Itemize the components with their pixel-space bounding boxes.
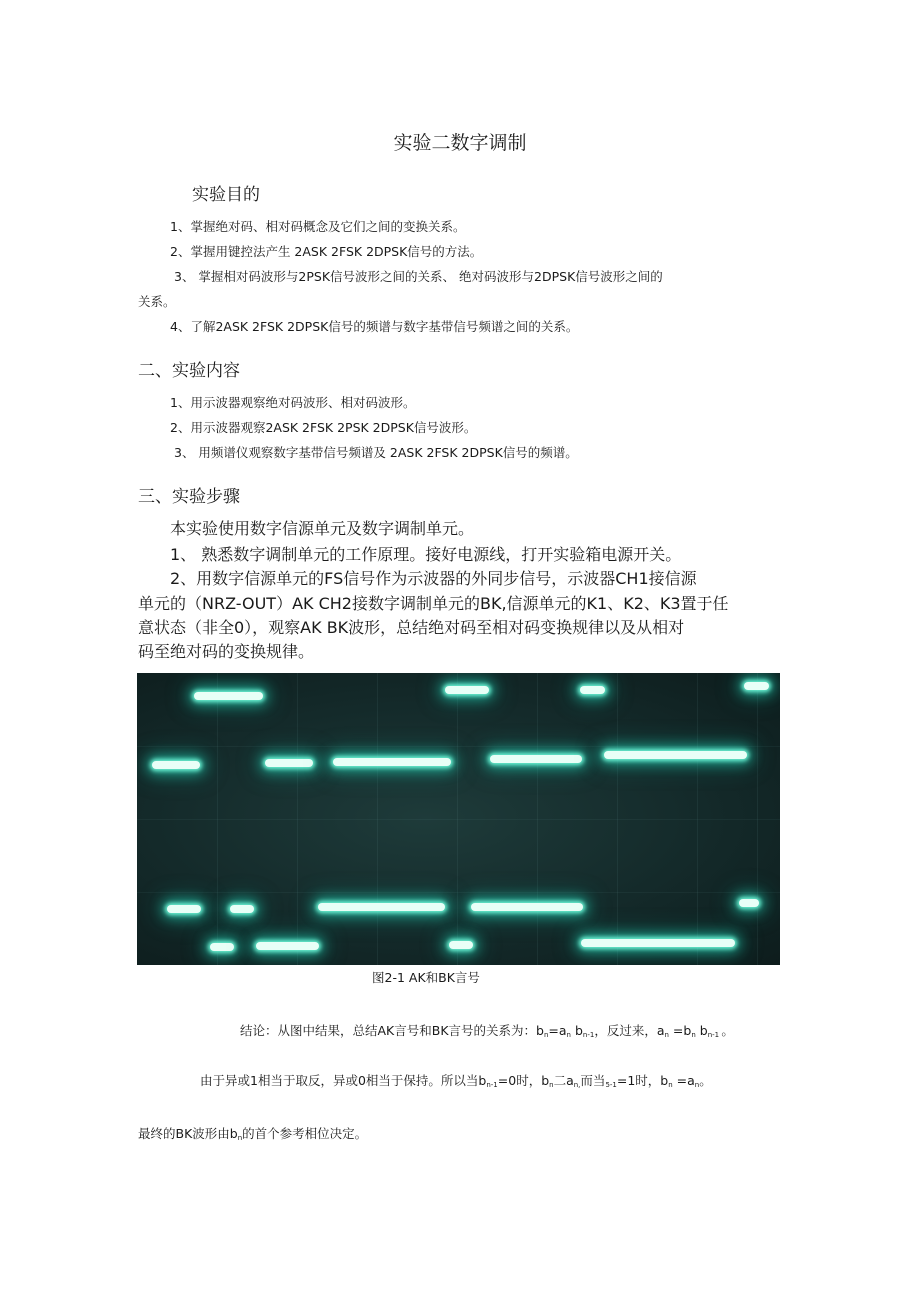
section3-heading: 三、实验步骤 (138, 487, 240, 507)
ak-trace-low (333, 758, 451, 766)
step-2-line-2: 单元的（NRZ-OUT）AK CH2接数字调制单元的BK,信源单元的K1、K2、K3置于任 (138, 594, 729, 613)
section2-heading: 二、实验内容 (138, 361, 240, 381)
final-note: 最终的BK波形由$b_n$的首个参考相位决定。 (138, 1126, 368, 1142)
bk-trace-high (230, 905, 254, 913)
step-1: 1、 熟悉数字调制单元的工作原理。接好电源线，打开实验箱电源开关。 (170, 545, 682, 564)
bk-trace-high (318, 903, 445, 911)
objective-item-4: 4、了解2ASK 2FSK 2DPSK信号的频谱与数字基带信号频谱之间的关系。 (170, 319, 579, 334)
objective-item-3-cont: 关系。 (138, 294, 176, 309)
bk-trace-high (471, 903, 583, 911)
content-item-1: 1、用示波器观察绝对码波形、相对码波形。 (170, 395, 416, 410)
steps-intro: 本实验使用数字信源单元及数字调制单元。 (170, 519, 475, 538)
figure-caption: 图2-1 AK和BK言号 (372, 970, 480, 985)
content-item-2: 2、用示波器观察2ASK 2FSK 2PSK 2DPSK信号波形。 (170, 420, 477, 435)
bk-trace-low (210, 943, 234, 951)
oscilloscope-photo (137, 673, 780, 965)
step-2-line-4: 码至绝对码的变换规律。 (138, 642, 315, 661)
content-item-3: 3、 用频谱仪观察数字基带信号频谱及 2ASK 2FSK 2DPSK信号的频谱。 (174, 445, 578, 460)
conclusion-line: 结论：从图中结果，总结AK言号和BK言号的关系为：$b_n=a_n$ $b_{n-1}$，反过来，$a_n =b_n$ $b_{n-1}$ 。 (240, 1023, 734, 1039)
ak-trace-high (744, 682, 769, 690)
ak-trace-low (152, 761, 200, 769)
objective-item-1: 1、掌握绝对码、相对码概念及它们之间的变换关系。 (170, 219, 466, 234)
step-2-line-3: 意状态（非全0），观察AK BK波形，总结绝对码至相对码变换规律以及从相对 (138, 618, 685, 637)
bk-trace-low (449, 941, 473, 949)
section1-heading: 实验目的 (192, 185, 260, 205)
bk-trace-low (581, 939, 735, 947)
ak-trace-high (445, 686, 489, 694)
ak-trace-low (604, 751, 747, 759)
ak-trace-low (265, 759, 313, 767)
objective-item-2: 2、掌握用键控法产生 2ASK 2FSK 2DPSK信号的方法。 (170, 244, 483, 259)
bk-trace-high (167, 905, 201, 913)
ak-trace-high (194, 692, 263, 700)
page-title: 实验二数字调制 (393, 132, 527, 154)
step-2-line-1: 2、用数字信源单元的FS信号作为示波器的外同步信号，示波器CH1接信源 (170, 569, 697, 588)
bk-trace-high (739, 899, 759, 907)
objective-item-3: 3、 掌握相对码波形与2PSK信号波形之间的关系、 绝对码波形与2DPSK信号波形之间的 (174, 269, 663, 284)
ak-trace-high (580, 686, 605, 694)
explanation-line: 由于异或1相当于取反，异或0相当于保持。所以当$b_{n-1}=0$时，$b_n$二$a_{n,}$而当$_{5-1}$=1时，$b_n =a_n$。 (200, 1073, 712, 1089)
bk-trace-low (256, 942, 319, 950)
ak-trace-low (490, 755, 582, 763)
